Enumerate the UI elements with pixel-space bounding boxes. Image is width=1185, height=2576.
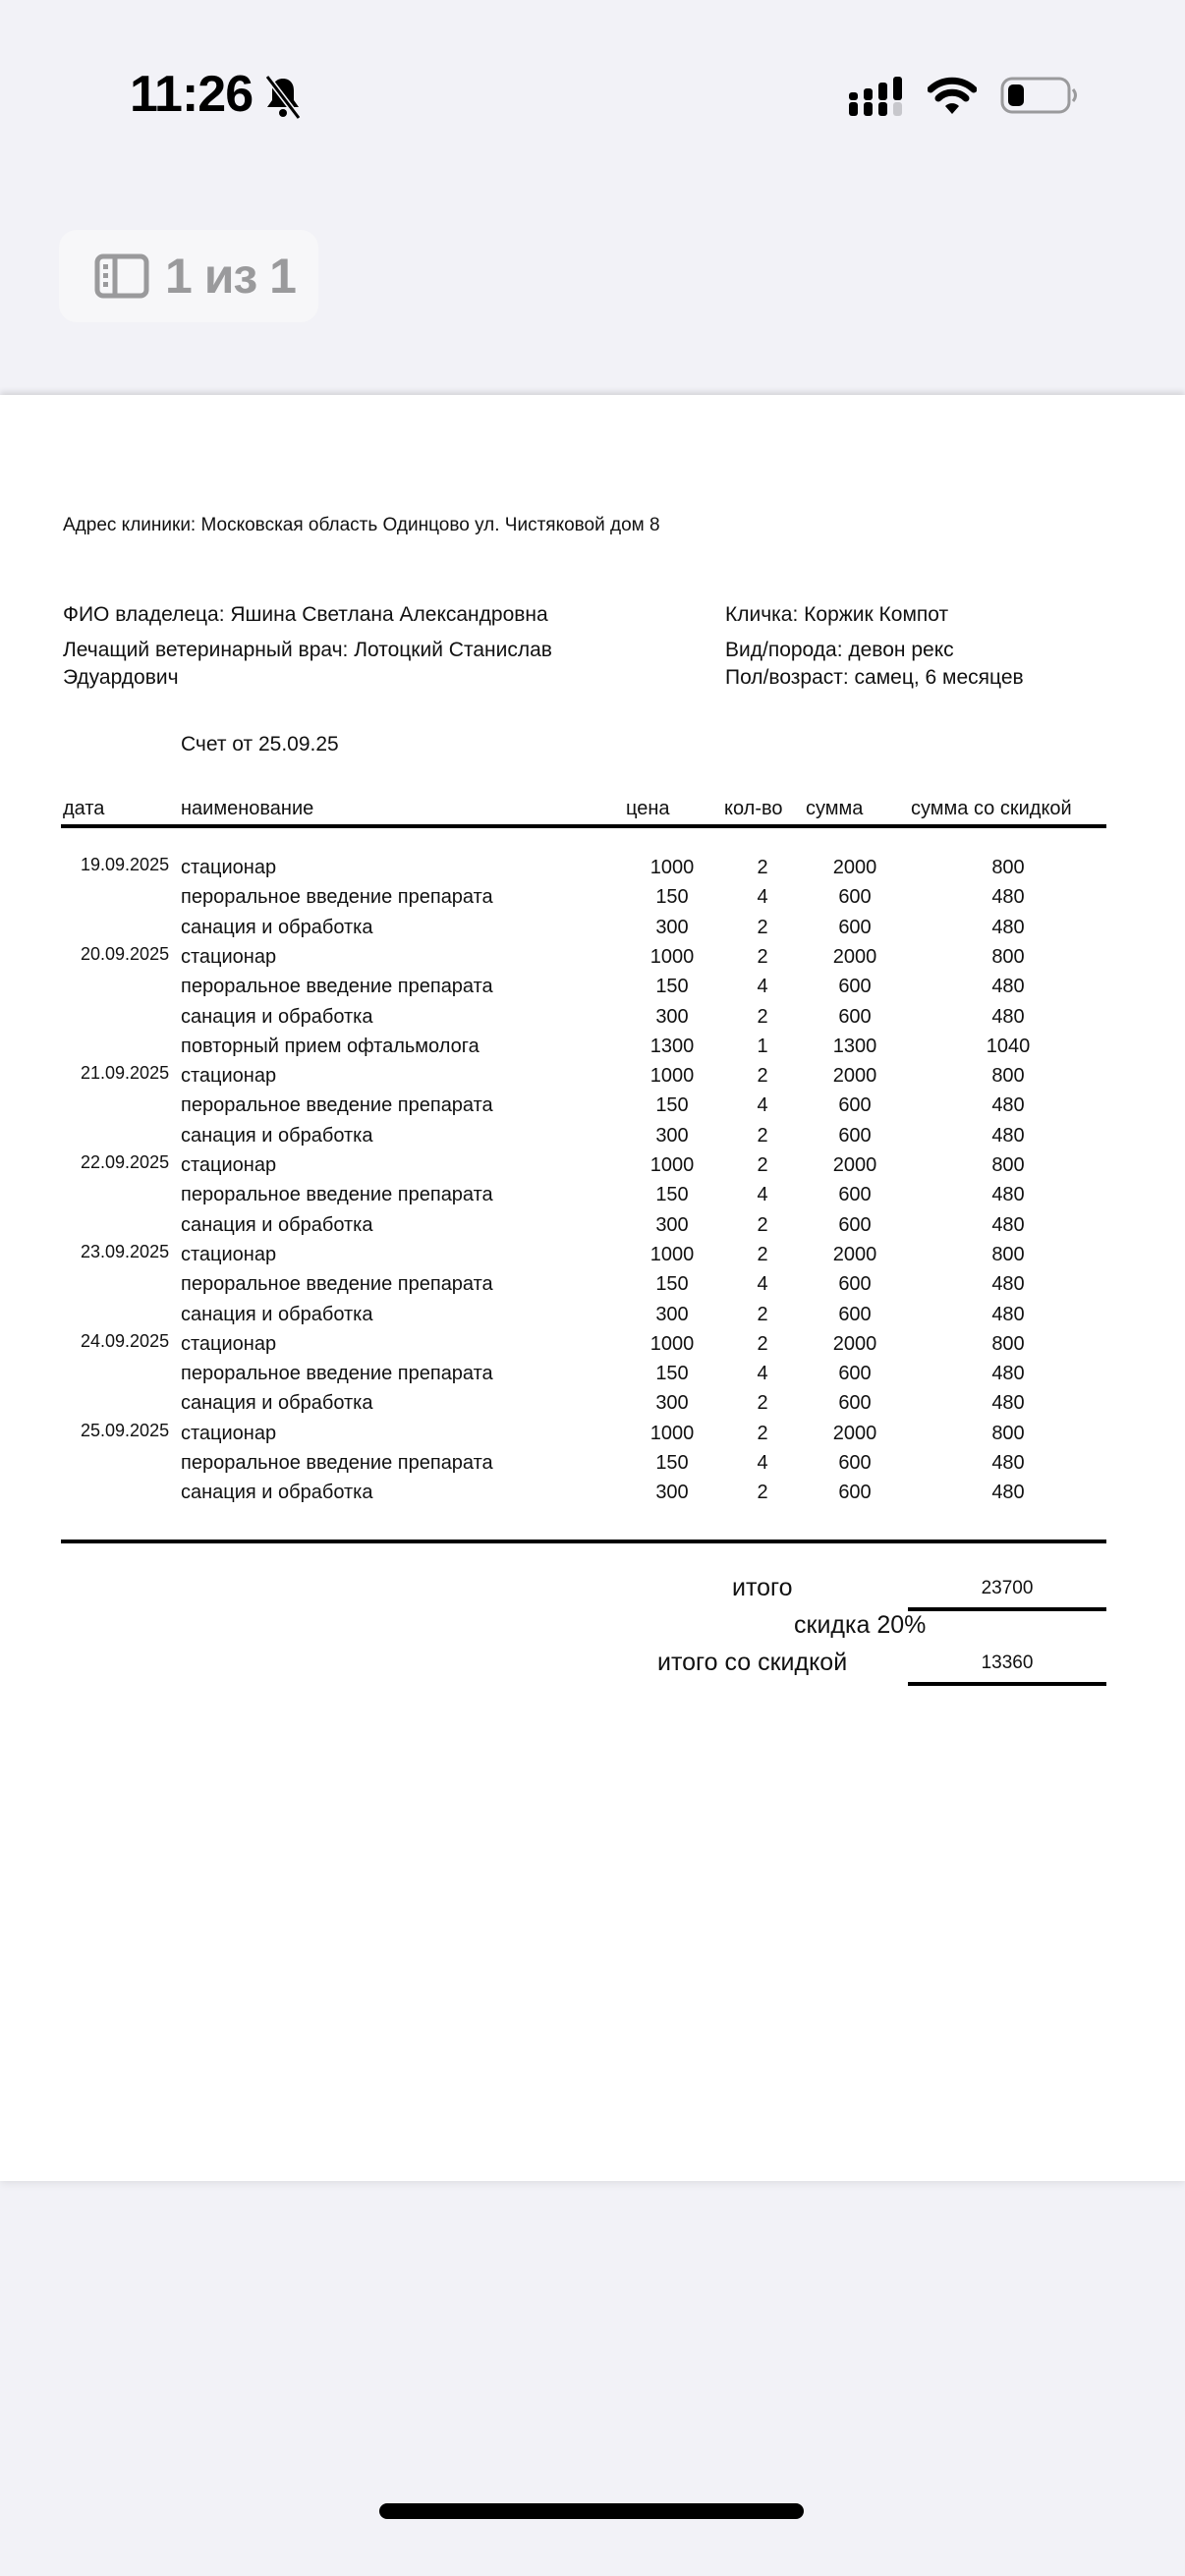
wifi-icon [928, 75, 977, 116]
cell-sum: 2000 [832, 1065, 877, 1088]
table-row [0, 1125, 1185, 1154]
cell-sum: 2000 [832, 857, 877, 878]
cell-discounted: 800 [991, 1243, 1025, 1265]
cell-qty: 2 [757, 1154, 768, 1176]
table-row [0, 886, 1185, 916]
column-sum: сумма [806, 798, 864, 819]
cell-sum: 600 [838, 916, 872, 938]
cell-sum: 2000 [832, 945, 877, 968]
cell-discounted: 800 [991, 1422, 1025, 1444]
cell-qty: 2 [757, 1422, 768, 1444]
cell-name: пероральное введение препарата [181, 1363, 493, 1385]
cell-discounted: 480 [991, 1482, 1025, 1504]
cell-sum: 600 [838, 1005, 872, 1028]
cell-discounted: 800 [991, 945, 1025, 968]
header-rule [61, 824, 1106, 828]
home-indicator[interactable] [379, 2503, 804, 2519]
cell-date: 23.09.2025 [81, 1241, 170, 1261]
cell-discounted: 480 [991, 916, 1025, 938]
cell-price: 1000 [649, 1332, 695, 1355]
cell-price: 300 [655, 1303, 689, 1325]
cell-name: стационар [181, 1243, 277, 1265]
cell-discounted: 800 [991, 857, 1025, 878]
cell-discounted: 480 [991, 1094, 1025, 1117]
column-discounted: сумма со скидкой [911, 798, 1072, 819]
clinic-address: Адрес клиники: Московская область Одинцово ул. Чистяковой дом 8 [63, 515, 660, 535]
cell-discounted: 480 [991, 976, 1025, 998]
cell-name: пероральное введение препарата [181, 976, 493, 998]
cell-price: 150 [655, 1363, 689, 1385]
document-page [0, 395, 1185, 2181]
cell-price: 1000 [649, 945, 695, 968]
cell-discounted: 1040 [986, 1035, 1031, 1057]
table-row [0, 1214, 1185, 1244]
cell-qty: 2 [757, 857, 768, 878]
cell-sum: 2000 [832, 1422, 877, 1444]
table-row [0, 1363, 1185, 1392]
cell-qty: 2 [757, 1303, 768, 1325]
doctor-name-line2: Эдуардович [63, 666, 179, 689]
pet-name: Кличка: Коржик Компот [725, 603, 949, 626]
cell-sum: 2000 [832, 1154, 877, 1176]
total-discounted-label: итого со скидкой [657, 1649, 848, 1676]
cell-qty: 2 [757, 1213, 768, 1236]
cell-discounted: 480 [991, 1005, 1025, 1028]
table-row [0, 1392, 1185, 1422]
cell-price: 1300 [649, 1035, 695, 1057]
cell-sum: 600 [838, 1482, 872, 1504]
table-header [0, 798, 1185, 827]
table-row [0, 1094, 1185, 1124]
cell-price: 300 [655, 1392, 689, 1415]
cell-sum: 600 [838, 1303, 872, 1325]
cell-price: 150 [655, 886, 689, 909]
table-row [0, 857, 1185, 886]
invoice-title: Счет от 25.09.25 [181, 733, 339, 756]
cell-qty: 4 [757, 1363, 768, 1385]
cell-qty: 4 [757, 1452, 768, 1474]
cell-name: санация и обработка [181, 1392, 373, 1415]
cell-date: 20.09.2025 [81, 943, 170, 964]
cell-price: 150 [655, 1094, 689, 1117]
cell-discounted: 480 [991, 1124, 1025, 1147]
cell-name: стационар [181, 1422, 277, 1444]
cell-name: санация и обработка [181, 1482, 373, 1504]
cell-discounted: 480 [991, 1273, 1025, 1296]
table-row [0, 1184, 1185, 1213]
cell-sum: 600 [838, 1094, 872, 1117]
cell-qty: 2 [757, 945, 768, 968]
table-row [0, 1273, 1185, 1303]
cell-discounted: 480 [991, 1452, 1025, 1474]
cell-sum: 600 [838, 1392, 872, 1415]
table-row [0, 1420, 1185, 1452]
table-row [0, 1330, 1185, 1363]
cell-name: санация и обработка [181, 1005, 373, 1028]
total-discounted-underline [908, 1682, 1106, 1686]
cell-qty: 2 [757, 1482, 768, 1504]
battery-icon [1000, 75, 1079, 116]
sidebar-icon [94, 253, 149, 299]
cell-price: 300 [655, 916, 689, 938]
cell-date: 24.09.2025 [81, 1330, 170, 1351]
cell-name: пероральное введение препарата [181, 886, 493, 909]
cell-qty: 4 [757, 976, 768, 998]
cell-discounted: 800 [991, 1154, 1025, 1176]
cell-name: стационар [181, 1154, 277, 1176]
cell-name: стационар [181, 857, 277, 878]
cell-name: пероральное введение препарата [181, 1094, 493, 1117]
page-indicator-label: 1 из 1 [165, 249, 296, 304]
table-row [0, 943, 1185, 976]
cell-qty: 2 [757, 1243, 768, 1265]
cell-sum: 2000 [832, 1332, 877, 1355]
cell-sum: 600 [838, 886, 872, 909]
cell-qty: 2 [757, 1332, 768, 1355]
bell-slash-icon [261, 75, 305, 120]
table-row [0, 1036, 1185, 1065]
column-date: дата [63, 798, 105, 819]
page-indicator-button[interactable] [59, 230, 318, 322]
cell-discounted: 480 [991, 886, 1025, 909]
table-row [0, 1065, 1185, 1094]
cell-name: пероральное введение препарата [181, 1452, 493, 1474]
cell-qty: 2 [757, 1392, 768, 1415]
cell-name: пероральное введение препарата [181, 1184, 493, 1206]
cell-discounted: 480 [991, 1213, 1025, 1236]
cell-price: 300 [655, 1482, 689, 1504]
cell-price: 1000 [649, 857, 695, 878]
cell-qty: 2 [757, 1005, 768, 1028]
table-row [0, 976, 1185, 1005]
cell-price: 1000 [649, 1154, 695, 1176]
column-qty: кол-во [724, 798, 783, 819]
cell-discounted: 800 [991, 1332, 1025, 1355]
cell-price: 300 [655, 1005, 689, 1028]
cell-qty: 4 [757, 1094, 768, 1117]
cell-price: 150 [655, 1184, 689, 1206]
table-row [0, 1006, 1185, 1036]
status-bar [0, 0, 1185, 147]
total-label: итого [732, 1574, 793, 1601]
total-discounted-value: 13360 [981, 1652, 1034, 1673]
cell-discounted: 480 [991, 1363, 1025, 1385]
table-row [0, 1452, 1185, 1482]
cell-qty: 2 [757, 1065, 768, 1088]
pet-species: Вид/порода: девон рекс [725, 639, 954, 661]
total-value: 23700 [981, 1578, 1034, 1598]
cell-price: 150 [655, 976, 689, 998]
table-row [0, 917, 1185, 946]
doctor-name-line1: Лечащий ветеринарный врач: Лотоцкий Станислав [63, 639, 552, 661]
cell-discounted: 800 [991, 1065, 1025, 1088]
total-underline [908, 1607, 1106, 1611]
cell-sum: 1300 [832, 1035, 877, 1057]
cell-sum: 600 [838, 1124, 872, 1147]
cell-qty: 4 [757, 1184, 768, 1206]
cell-qty: 1 [757, 1035, 768, 1057]
cell-sum: 2000 [832, 1243, 877, 1265]
cell-sum: 600 [838, 1363, 872, 1385]
cell-price: 150 [655, 1452, 689, 1474]
cell-discounted: 480 [991, 1184, 1025, 1206]
cellular-signal-icon [849, 77, 908, 118]
cell-date: 22.09.2025 [81, 1152, 170, 1172]
discount-label: скидка 20% [794, 1611, 927, 1639]
cell-discounted: 480 [991, 1303, 1025, 1325]
table-row [0, 1241, 1185, 1273]
cell-name: стационар [181, 945, 277, 968]
cell-price: 1000 [649, 1422, 695, 1444]
cell-qty: 4 [757, 1273, 768, 1296]
cell-sum: 600 [838, 976, 872, 998]
cell-price: 300 [655, 1213, 689, 1236]
cell-price: 150 [655, 1273, 689, 1296]
cell-qty: 2 [757, 1124, 768, 1147]
cell-price: 1000 [649, 1065, 695, 1088]
pet-sex-age: Пол/возраст: самец, 6 месяцев [725, 666, 1024, 689]
cell-date: 19.09.2025 [81, 855, 170, 874]
table-bottom-rule [61, 1540, 1106, 1543]
cell-sum: 600 [838, 1184, 872, 1206]
cell-name: санация и обработка [181, 1213, 373, 1236]
cell-name: санация и обработка [181, 916, 373, 938]
cell-name: стационар [181, 1332, 277, 1355]
owner-name: ФИО владелеца: Яшина Светлана Александровна [63, 603, 548, 626]
table-row [0, 1304, 1185, 1333]
cell-name: повторный прием офтальмолога [181, 1035, 480, 1057]
cell-price: 300 [655, 1124, 689, 1147]
cell-name: пероральное введение препарата [181, 1273, 493, 1296]
cell-sum: 600 [838, 1452, 872, 1474]
column-price: цена [626, 798, 670, 819]
cell-qty: 4 [757, 886, 768, 909]
cell-date: 25.09.2025 [81, 1420, 170, 1440]
status-time: 11:26 [130, 66, 254, 123]
table-row [0, 1482, 1185, 1511]
cell-sum: 600 [838, 1273, 872, 1296]
cell-qty: 2 [757, 916, 768, 938]
table-row [0, 1154, 1185, 1184]
cell-date: 21.09.2025 [81, 1063, 170, 1084]
cell-name: санация и обработка [181, 1124, 373, 1147]
cell-name: санация и обработка [181, 1303, 373, 1325]
cell-sum: 600 [838, 1213, 872, 1236]
cell-discounted: 480 [991, 1392, 1025, 1415]
column-name: наименование [181, 798, 314, 819]
cell-name: стационар [181, 1065, 277, 1088]
cell-price: 1000 [649, 1243, 695, 1265]
